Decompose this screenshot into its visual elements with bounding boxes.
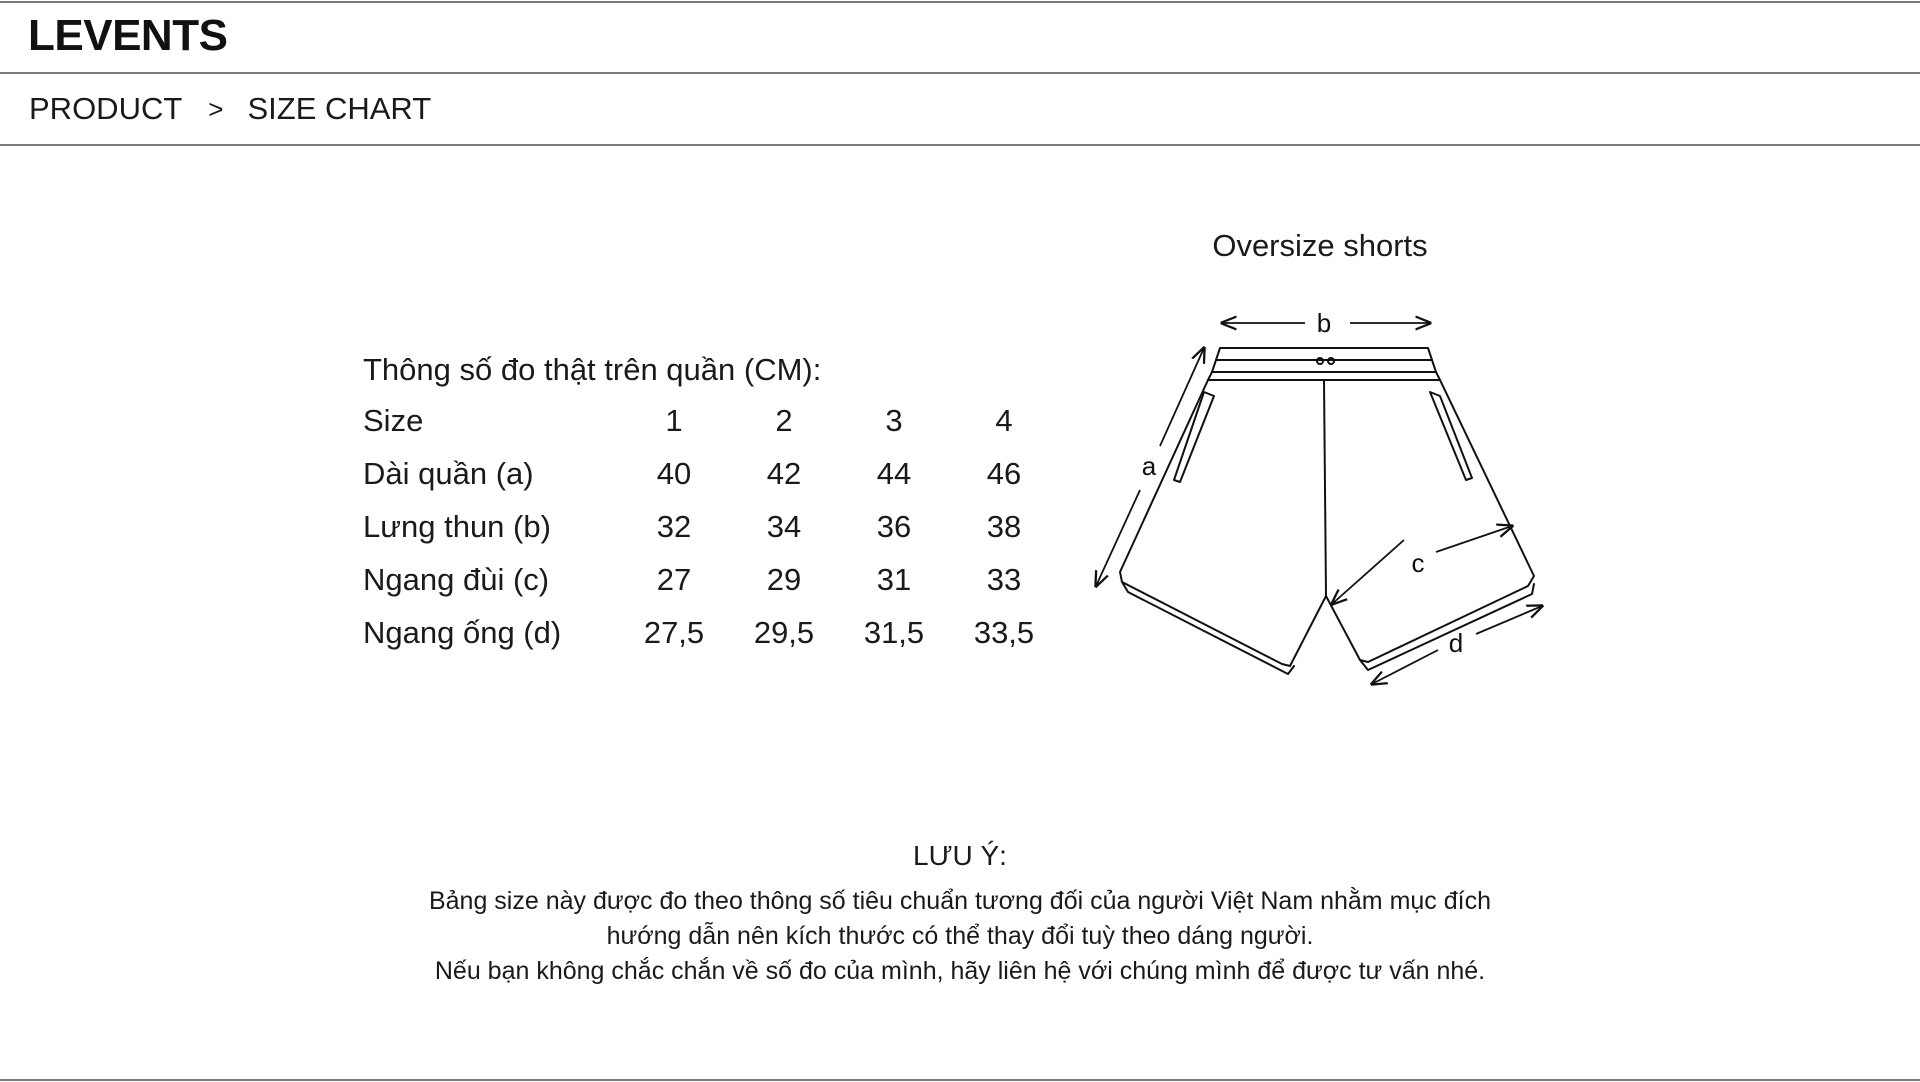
- size-header-label: Size: [363, 403, 424, 438]
- measure-c-left-arrow: [1332, 540, 1404, 604]
- row-label: Ngang ống (d): [363, 615, 562, 650]
- measure-a-bottom-arrow: [1096, 490, 1140, 586]
- table-cell: 42: [766, 456, 802, 491]
- note-line: Bảng size này được đo theo thông số tiêu chuẩn tương đối của người Việt Nam nhằm mục đích: [428, 887, 1492, 915]
- note-line: hướng dẫn nên kích thước có thể thay đổi tuỳ theo dáng người.: [606, 922, 1314, 950]
- waistband-top: [1216, 348, 1432, 360]
- measure-a-top-arrow: [1160, 348, 1204, 446]
- table-cell: 29,5: [753, 615, 815, 650]
- breadcrumb: [29, 89, 431, 129]
- diagram-title: Oversize shorts: [1212, 228, 1428, 263]
- table-row: [363, 606, 1059, 659]
- table-row: [363, 500, 1059, 553]
- note-title: LƯU Ý:: [913, 840, 1007, 871]
- size-header-cell: 3: [885, 403, 903, 438]
- table-cell: 27: [656, 562, 692, 597]
- bottom-border: [0, 1079, 1920, 1081]
- breadcrumb-item-size-chart: SIZE CHART: [247, 91, 432, 126]
- table-cell: 33: [986, 562, 1022, 597]
- row-label: Ngang đùi (c): [363, 562, 550, 597]
- size-header-cell: 2: [775, 403, 793, 438]
- row-label: Lưng thun (b): [363, 509, 551, 544]
- table-cell: 33,5: [973, 615, 1035, 650]
- table-row: [363, 553, 1059, 606]
- table-cell: 29: [766, 562, 802, 597]
- center-seam: [1324, 380, 1326, 596]
- row-label: Dài quần (a): [363, 456, 534, 491]
- table-cell: 31: [876, 562, 912, 597]
- table-cell: 27,5: [643, 615, 705, 650]
- waistband-middle: [1212, 360, 1436, 372]
- measure-b-label: b: [1316, 308, 1332, 338]
- waistband-bottom: [1208, 372, 1440, 380]
- left-pocket: [1174, 392, 1214, 482]
- breadcrumb-separator: >: [208, 94, 224, 124]
- size-note: [360, 836, 1560, 989]
- shorts-outline: [1120, 380, 1534, 666]
- table-cell: 46: [986, 456, 1022, 491]
- measure-d-label: d: [1448, 628, 1464, 658]
- top-border: [0, 1, 1920, 3]
- size-table-caption: Thông số đo thật trên quần (CM):: [363, 352, 822, 387]
- table-cell: 36: [876, 509, 912, 544]
- measure-d-right-arrow: [1476, 606, 1542, 634]
- measure-c-right-arrow: [1436, 526, 1512, 552]
- table-cell: 34: [766, 509, 802, 544]
- table-cell: 32: [656, 509, 692, 544]
- right-hem: [1360, 584, 1534, 670]
- size-table: [363, 348, 1059, 659]
- size-header-cell: 1: [665, 403, 683, 438]
- table-cell: 38: [986, 509, 1022, 544]
- table-cell: 31,5: [863, 615, 925, 650]
- size-table-header-row: [363, 394, 1059, 447]
- table-row: [363, 447, 1059, 500]
- note-line: Nếu bạn không chắc chắn về số đo của mình, hãy liên hệ với chúng mình để được tư vấn nhé.: [434, 957, 1486, 985]
- breadcrumb-divider: [0, 144, 1920, 146]
- measure-a-label: a: [1141, 451, 1157, 481]
- shorts-illustration: [1080, 296, 1560, 696]
- brand-logo[interactable]: LEVENTS: [28, 11, 228, 60]
- shorts-diagram: [1080, 296, 1560, 701]
- breadcrumb-item-product[interactable]: PRODUCT: [29, 91, 183, 126]
- measure-c-label: c: [1411, 548, 1425, 578]
- table-cell: 44: [876, 456, 912, 491]
- size-header-cell: 4: [995, 403, 1013, 438]
- table-cell: 40: [656, 456, 692, 491]
- header-divider: [0, 72, 1920, 74]
